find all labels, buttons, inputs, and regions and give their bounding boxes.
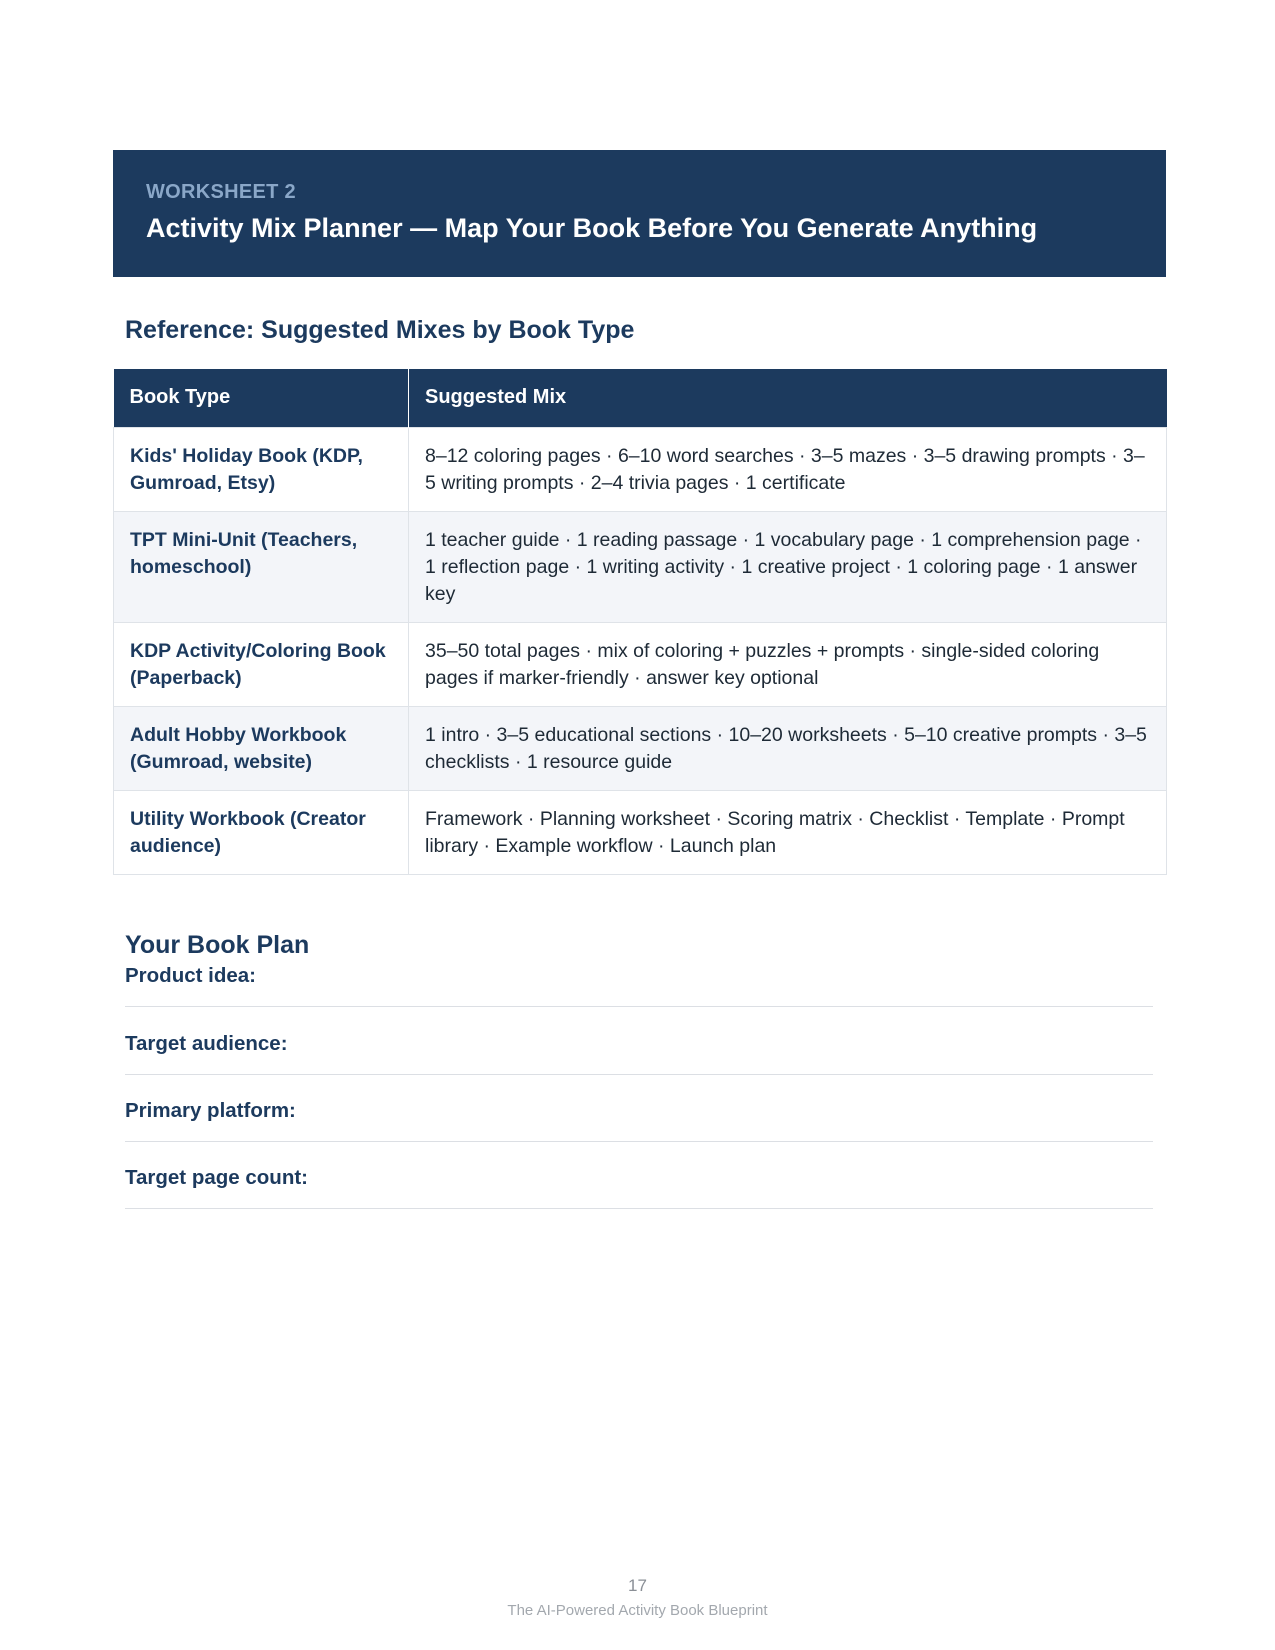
reference-heading: Reference: Suggested Mixes by Book Type — [125, 316, 635, 344]
column-header-suggested-mix: Suggested Mix — [409, 369, 1167, 427]
target-audience-label: Target audience: — [125, 1032, 288, 1055]
worksheet-label: WORKSHEET 2 — [146, 181, 296, 203]
table-row — [114, 511, 1167, 622]
table-row — [114, 427, 1167, 511]
suggested-mix-cell: 35–50 total pages · mix of coloring + puzzles + prompts · single-sided coloring pages if marker-friendly · answer key optional — [409, 622, 1167, 706]
book-type-cell: Utility Workbook (Creator audience) — [114, 790, 409, 874]
suggested-mix-table — [113, 369, 1167, 875]
target-audience-field[interactable] — [125, 1031, 1153, 1075]
book-type-cell: TPT Mini-Unit (Teachers, homeschool) — [114, 511, 409, 622]
table-row — [114, 622, 1167, 706]
table-header-row — [114, 369, 1167, 427]
suggested-mix-cell: 1 teacher guide · 1 reading passage · 1 vocabulary page · 1 comprehension page · 1 reflection page · 1 writing activity · 1 creative project · 1 coloring page · 1 answer key — [409, 511, 1167, 622]
suggested-mix-cell: 1 intro · 3–5 educational sections · 10–20 worksheets · 5–10 creative prompts · 3–5 checklists · 1 resource guide — [409, 706, 1167, 790]
table-row — [114, 790, 1167, 874]
book-type-cell: Adult Hobby Workbook (Gumroad, website) — [114, 706, 409, 790]
worksheet-banner — [113, 150, 1166, 277]
primary-platform-label: Primary platform: — [125, 1099, 296, 1122]
suggested-mix-cell: 8–12 coloring pages · 6–10 word searches · 3–5 mazes · 3–5 drawing prompts · 3–5 writing prompts · 2–4 trivia pages · 1 certificate — [409, 427, 1167, 511]
column-header-book-type: Book Type — [114, 369, 409, 427]
suggested-mix-cell: Framework · Planning worksheet · Scoring matrix · Checklist · Template · Prompt library · Example workflow · Launch plan — [409, 790, 1167, 874]
target-page-count-field[interactable] — [125, 1165, 1153, 1209]
book-type-cell: Kids' Holiday Book (KDP, Gumroad, Etsy) — [114, 427, 409, 511]
book-plan-heading: Your Book Plan — [125, 931, 310, 959]
footer-book-title: The AI-Powered Activity Book Blueprint — [507, 1602, 768, 1619]
target-page-count-label: Target page count: — [125, 1166, 308, 1189]
primary-platform-field[interactable] — [125, 1098, 1153, 1142]
page-number: 17 — [628, 1576, 647, 1595]
product-idea-label: Product idea: — [125, 964, 256, 987]
product-idea-field[interactable] — [125, 963, 1153, 1007]
page-title: Activity Mix Planner — Map Your Book Before You Generate Anything — [146, 213, 1038, 243]
book-type-cell: KDP Activity/Coloring Book (Paperback) — [114, 622, 409, 706]
table-row — [114, 706, 1167, 790]
